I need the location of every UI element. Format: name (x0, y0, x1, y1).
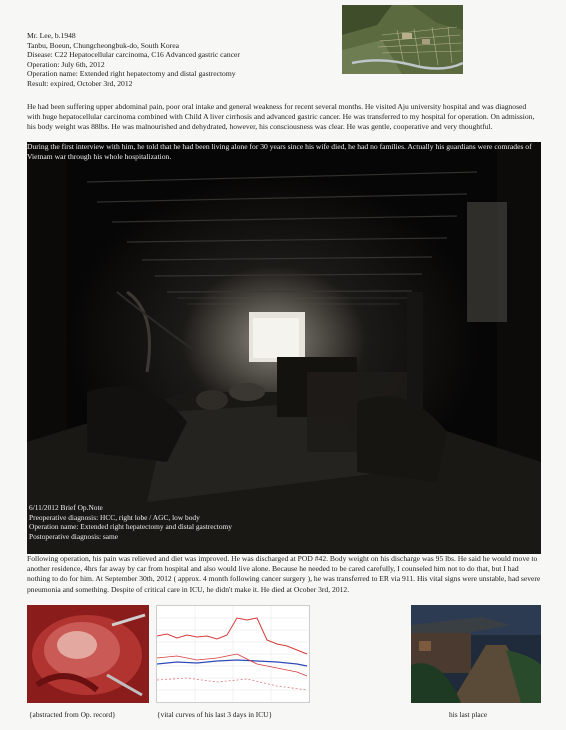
postop-diagnosis: Postoperative diagnosis: same (29, 531, 119, 541)
vital-curves-caption: {vital curves of his last 3 days in ICU} (157, 710, 273, 719)
op-note-operation: Operation name: Extended right hepatectomy and distal gastrectomy (29, 522, 232, 532)
disease-line: Disease: C22 Hepatocellular carcinoma, C16 Advanced gastric cancer (27, 50, 240, 60)
op-note-title: 6/11/2012 Brief Op.Note (29, 503, 103, 512)
preop-diagnosis: Preoperative diagnosis: HCC, right lobe / AGC, low body (29, 512, 200, 522)
patient-name: Mr. Lee, b.1948 (27, 31, 76, 40)
result-line: Result: expired, October 3rd, 2012 (27, 78, 133, 88)
history-paragraph: He had been suffering upper abdominal pain, poor oral intake and general weakness for recent several months. He visited Aju university hospital and was diagnosed with huge hepatocellular carcinoma combined with Child A liver cirrhosis and advanced gastric cancer. He was transferred to my hospital for operation. On admission, his body weight was 88lbs. He was malnourished and dehydrated, however, his consciousness was clear. He was gentle, cooperative and very thoughtful. (27, 102, 535, 132)
aerial-map-image (342, 5, 463, 74)
last-place-caption: his last place (449, 710, 488, 719)
patient-address: Tanbu, Boeun, Chungcheongbuk-do, South Korea (27, 40, 179, 50)
operation-name: Operation name: Extended right hepatectomy and distal gastrectomy (27, 69, 236, 79)
op-note (29, 503, 329, 541)
patient-header (27, 31, 337, 89)
interview-paragraph: During the first interview with him, he told that he had been living alone for 30 years since his wife died, he had no families. Actually his guardians were comrades of Vietnam war through his whole hospitalization. (27, 142, 532, 162)
operation-date: Operation: July 6th, 2012 (27, 59, 105, 69)
vital-curves-image (156, 605, 310, 703)
shed-interior-photo (27, 142, 541, 554)
op-record-image (27, 605, 149, 703)
last-place-photo (411, 605, 541, 703)
op-record-caption: {abstracted from Op. record} (29, 710, 116, 719)
followup-paragraph: Following operation, his pain was relieved and diet was improved. He was discharged at POD #42. Body weight on his discharge was 95 lbs. He said he would move to another residence, 4hrs far away by car from hospital and also would live alone. Because he needed to be cared carefully, I counseled him not to do that, but I had nothing to do for him. At September 30th, 2012 ( approx. 4 month following cancer surgery ), he was transferred to ER via 911. His vital signs were unstable, had severe pneumonia and something. Despite of critical care in ICU, he didn't make it. He died at Ocober 3rd, 2012. (27, 554, 541, 594)
